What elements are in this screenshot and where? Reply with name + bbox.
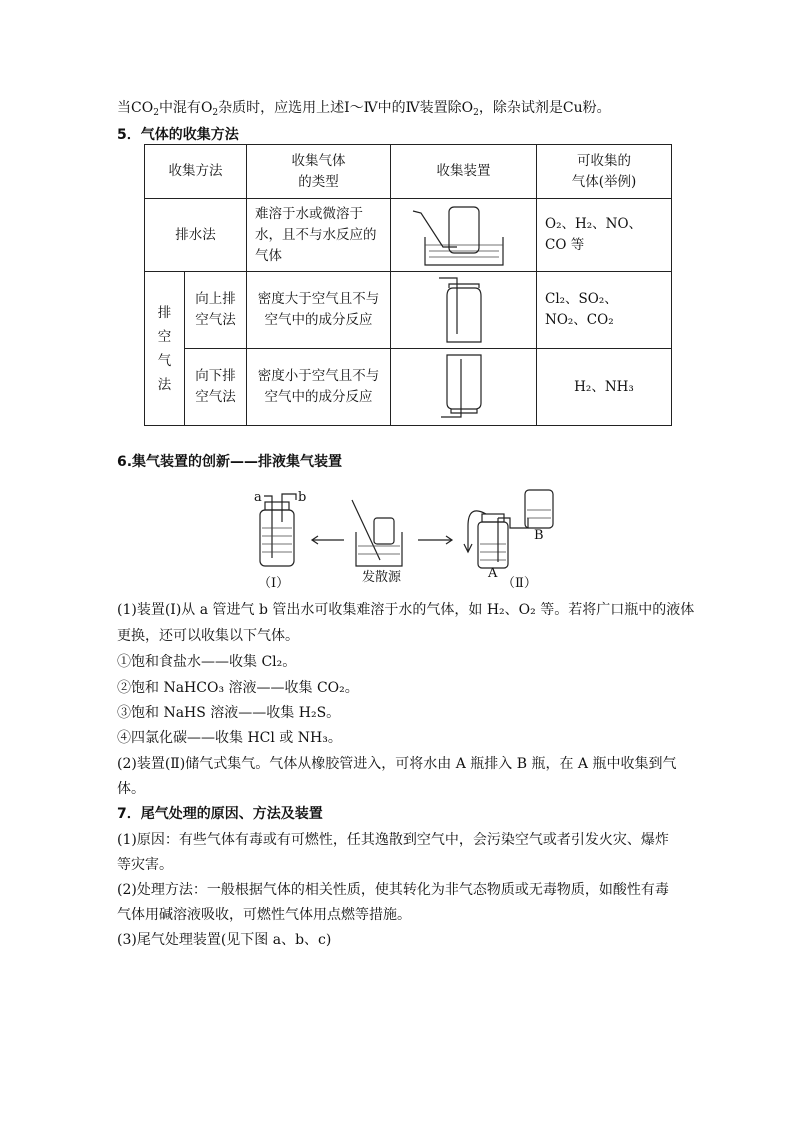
section6-title: 6.集气装置的创新——排液集气装置	[117, 454, 343, 470]
formula-o: O	[200, 100, 213, 116]
table-row-water	[145, 199, 672, 272]
formula-sub: 2	[473, 108, 479, 118]
type-line: 难溶于水或微溶于	[255, 205, 363, 222]
s7-p1-line1: (1)原因：有些气体有毒或有可燃性，任其逸散到空气中，会污染空气或者引发火灾、爆炸	[117, 832, 669, 848]
header-method: 收集方法	[145, 145, 247, 199]
s6-p2-line2: 体。	[117, 781, 145, 797]
header-gas-type-line: 的类型	[298, 173, 339, 190]
section5-title: 5．气体的收集方法	[117, 127, 239, 143]
method-line: 向下排	[195, 368, 236, 384]
water-displacement-apparatus	[391, 199, 536, 271]
label-bottle-a: A	[488, 566, 498, 581]
examples-line: NO₂、CO₂	[545, 312, 614, 328]
formula-sub: 2	[212, 108, 219, 118]
table-header-row	[145, 145, 672, 199]
method-down	[185, 349, 247, 426]
s7-p3: (3)尾气处理装置(见下图 a、b、c)	[117, 932, 332, 948]
table-row-up	[145, 272, 672, 349]
header-examples-line: 可收集的	[577, 152, 631, 169]
type-line: 气体	[255, 247, 282, 264]
method-up	[185, 272, 247, 349]
s7-p2-line1: (2)处理方法：一般根据气体的相关性质，使其转化为非气态物质或无毒物质，如酸性有毒	[117, 882, 669, 898]
method-water: 排水法	[145, 199, 247, 272]
label-apparatus-ii: （Ⅱ）	[502, 576, 537, 591]
header-examples	[537, 145, 672, 199]
intro-text: 杂质时，应选用上述Ⅰ～Ⅳ中的Ⅳ装置除	[218, 100, 462, 116]
s6-p1-line2: 更换，还可以收集以下气体。	[117, 628, 299, 644]
upward-air-apparatus	[391, 272, 536, 348]
header-gas-type	[247, 145, 391, 199]
examples-down: H₂、NH₃	[537, 349, 672, 426]
label-bottle-b: B	[534, 528, 544, 543]
type-water	[247, 199, 391, 272]
type-line: 空气中的成分反应	[264, 389, 373, 405]
air-char: 气	[157, 352, 172, 369]
type-line: 水，且不与水反应的	[255, 226, 377, 243]
downward-air-apparatus	[391, 349, 536, 425]
s6-item3: ③饱和 NaHS 溶液——收集 H₂S。	[117, 705, 341, 721]
air-char: 法	[157, 376, 172, 393]
intro-text: ，除杂试剂是Cu粉。	[478, 100, 611, 116]
apparatus-up	[391, 272, 537, 349]
examples-up	[537, 272, 672, 349]
apparatus-water	[391, 199, 537, 272]
header-gas-type-line: 收集气体	[291, 152, 346, 169]
examples-water	[537, 199, 672, 272]
s7-p1-line2: 等灾害。	[117, 857, 173, 873]
method-air-group	[145, 272, 185, 426]
intro-text: 当	[117, 100, 131, 116]
apparatus-down	[391, 349, 537, 426]
label-b: b	[298, 490, 307, 505]
label-apparatus-i: （Ⅰ）	[258, 576, 290, 591]
air-char: 排	[157, 304, 172, 321]
section7-title: 7．尾气处理的原因、方法及装置	[117, 806, 323, 822]
collection-methods-table	[144, 144, 672, 426]
liquid-displacement-figure	[240, 482, 570, 592]
type-line: 密度大于空气且不与	[257, 291, 380, 307]
s6-item4: ④四氯化碳——收集 HCl 或 NH₃。	[117, 730, 342, 746]
air-char: 空	[157, 328, 172, 345]
examples-line: O₂、H₂、NO、	[545, 216, 643, 232]
type-down	[247, 349, 391, 426]
method-line: 空气法	[195, 312, 236, 328]
formula-sub: 2	[153, 108, 159, 118]
s6-item1: ①饱和食盐水——收集 Cl₂。	[117, 654, 297, 670]
s6-p1-line1: (1)装置(Ⅰ)从 a 管进气 b 管出水可收集难溶于水的气体，如 H₂、O₂ 等。若将广口瓶中的液体	[117, 602, 695, 618]
s6-p2-line1: (2)装置(Ⅱ)储气式集气。气体从橡胶管进入，可将水由 A 瓶排入 B 瓶，在 A 瓶中收集到气	[117, 756, 677, 772]
formula-o: O	[461, 100, 474, 116]
examples-line: CO 等	[545, 237, 585, 253]
s6-item2: ②饱和 NaHCO₃ 溶液——收集 CO₂。	[117, 680, 359, 696]
type-up	[247, 272, 391, 349]
method-line: 向上排	[195, 291, 236, 307]
label-source: 发散源	[362, 570, 402, 585]
examples-line: Cl₂、SO₂、	[545, 291, 618, 307]
type-line: 密度小于空气且不与	[257, 368, 380, 384]
label-a: a	[254, 490, 262, 505]
method-line: 空气法	[195, 389, 236, 405]
header-apparatus: 收集装置	[391, 145, 537, 199]
intro-text: 中混有	[158, 100, 201, 116]
type-line: 空气中的成分反应	[264, 312, 373, 328]
formula-co: CO	[131, 100, 154, 116]
table-row-down	[145, 349, 672, 426]
header-examples-line: 气体(举例)	[571, 173, 637, 190]
s7-p2-line2: 气体用碱溶液吸收，可燃性气体用点燃等措施。	[117, 907, 411, 923]
intro-line	[117, 99, 611, 117]
